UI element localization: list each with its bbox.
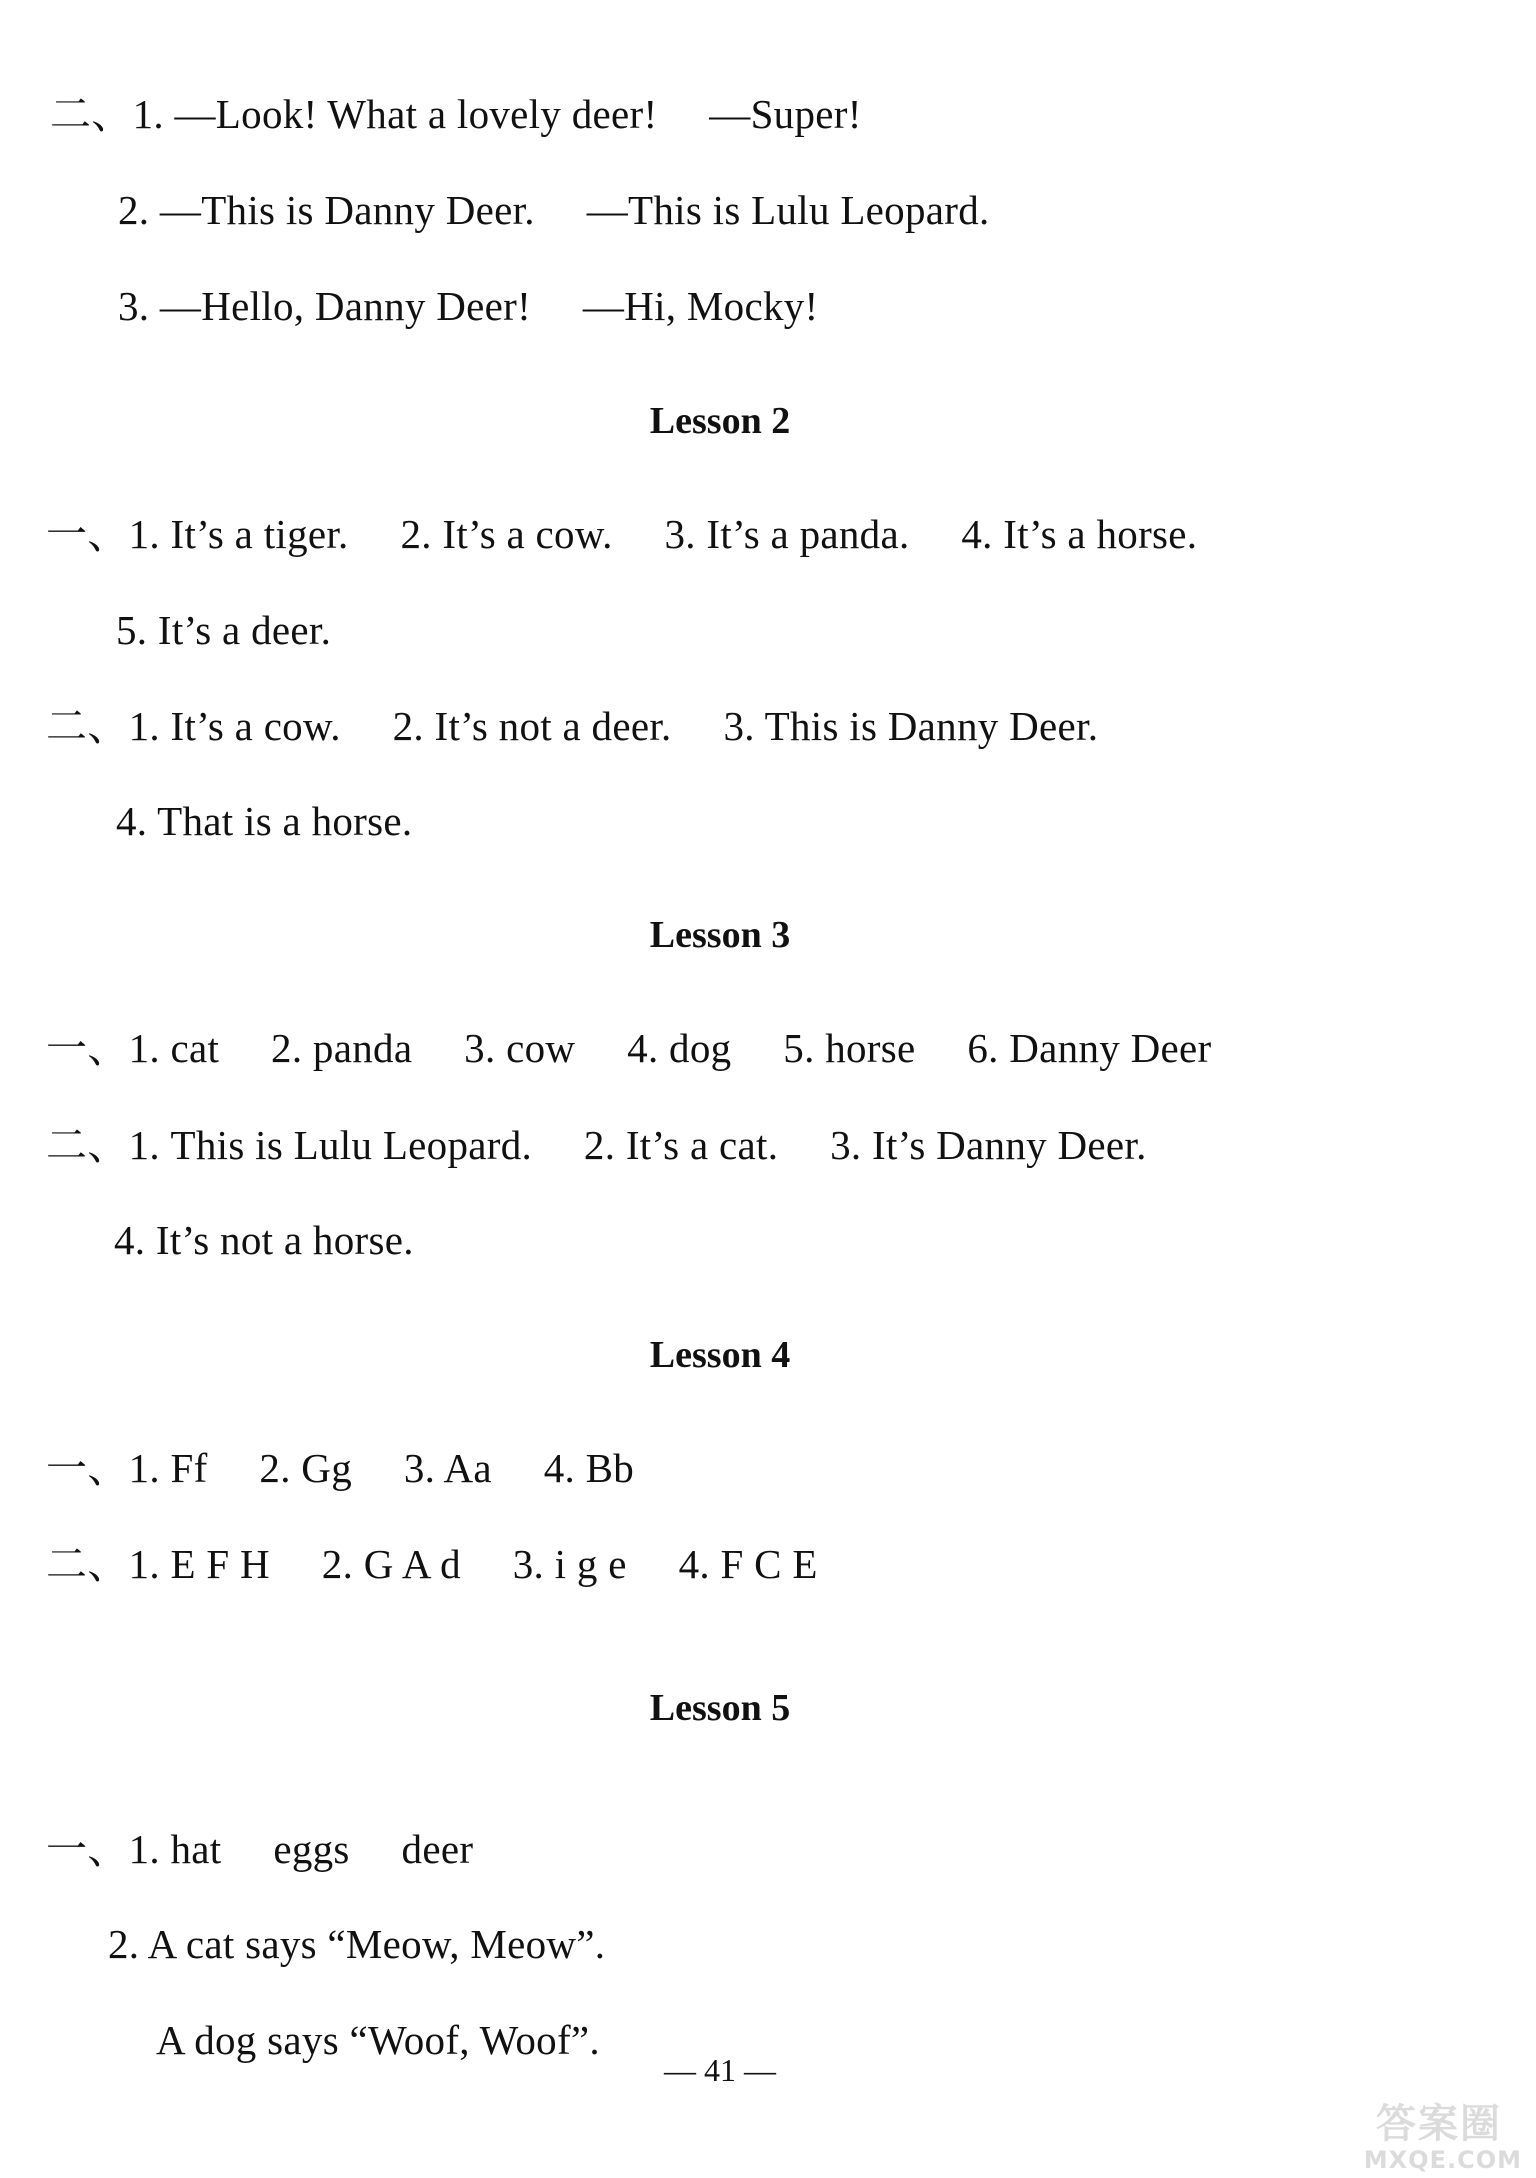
lesson-3-line-2: 二、1. This is Lulu Leopard. 2. It’s a cat. 3. It’s Danny Deer.	[46, 1122, 1147, 1168]
lesson-5-line-1: 一、1. hat eggs deer	[46, 1826, 474, 1872]
lesson-2-line-1: 一、1. It’s a tiger. 2. It’s a cow. 3. It’s a panda. 4. It’s a horse.	[46, 511, 1198, 557]
lesson-2-line-2: 5. It’s a deer.	[116, 607, 332, 653]
section1-line-2: 2. —This is Danny Deer. —This is Lulu Leopard.	[118, 187, 990, 233]
lesson-5-line-3: A dog says “Woof, Woof”.	[156, 2017, 600, 2063]
lesson-3-line-1: 一、1. cat 2. panda 3. cow 4. dog 5. horse 6. Danny Deer	[46, 1025, 1212, 1071]
lesson-4-line-2: 二、1. E F H 2. G A d 3. i g e 4. F C E	[46, 1541, 818, 1587]
lesson-4-line-1: 一、1. Ff 2. Gg 3. Aa 4. Bb	[46, 1445, 635, 1491]
lesson-5-heading: Lesson 5	[649, 1687, 791, 1729]
watermark-logo	[1302, 2092, 1522, 2174]
lesson-2-heading: Lesson 2	[649, 400, 791, 442]
lesson-2-line-3: 二、1. It’s a cow. 2. It’s not a deer. 3. This is Danny Deer.	[46, 703, 1099, 749]
watermark-logo-text: 答案圈	[1376, 2101, 1502, 2147]
watermark-url: MXQE.COM	[1363, 2146, 1522, 2174]
lesson-3-heading: Lesson 3	[649, 914, 791, 956]
lesson-5-line-2: 2. A cat says “Meow, Meow”.	[108, 1921, 606, 1967]
page-number: — 41 —	[664, 2052, 776, 2088]
section1-line-1: 二、1. —Look! What a lovely deer! —Super!	[50, 91, 862, 137]
lesson-3-line-3: 4. It’s not a horse.	[114, 1217, 414, 1263]
lesson-2-line-4: 4. That is a horse.	[116, 798, 413, 844]
section1-line-3: 3. —Hello, Danny Deer! —Hi, Mocky!	[118, 283, 819, 329]
lesson-4-heading: Lesson 4	[649, 1334, 791, 1376]
